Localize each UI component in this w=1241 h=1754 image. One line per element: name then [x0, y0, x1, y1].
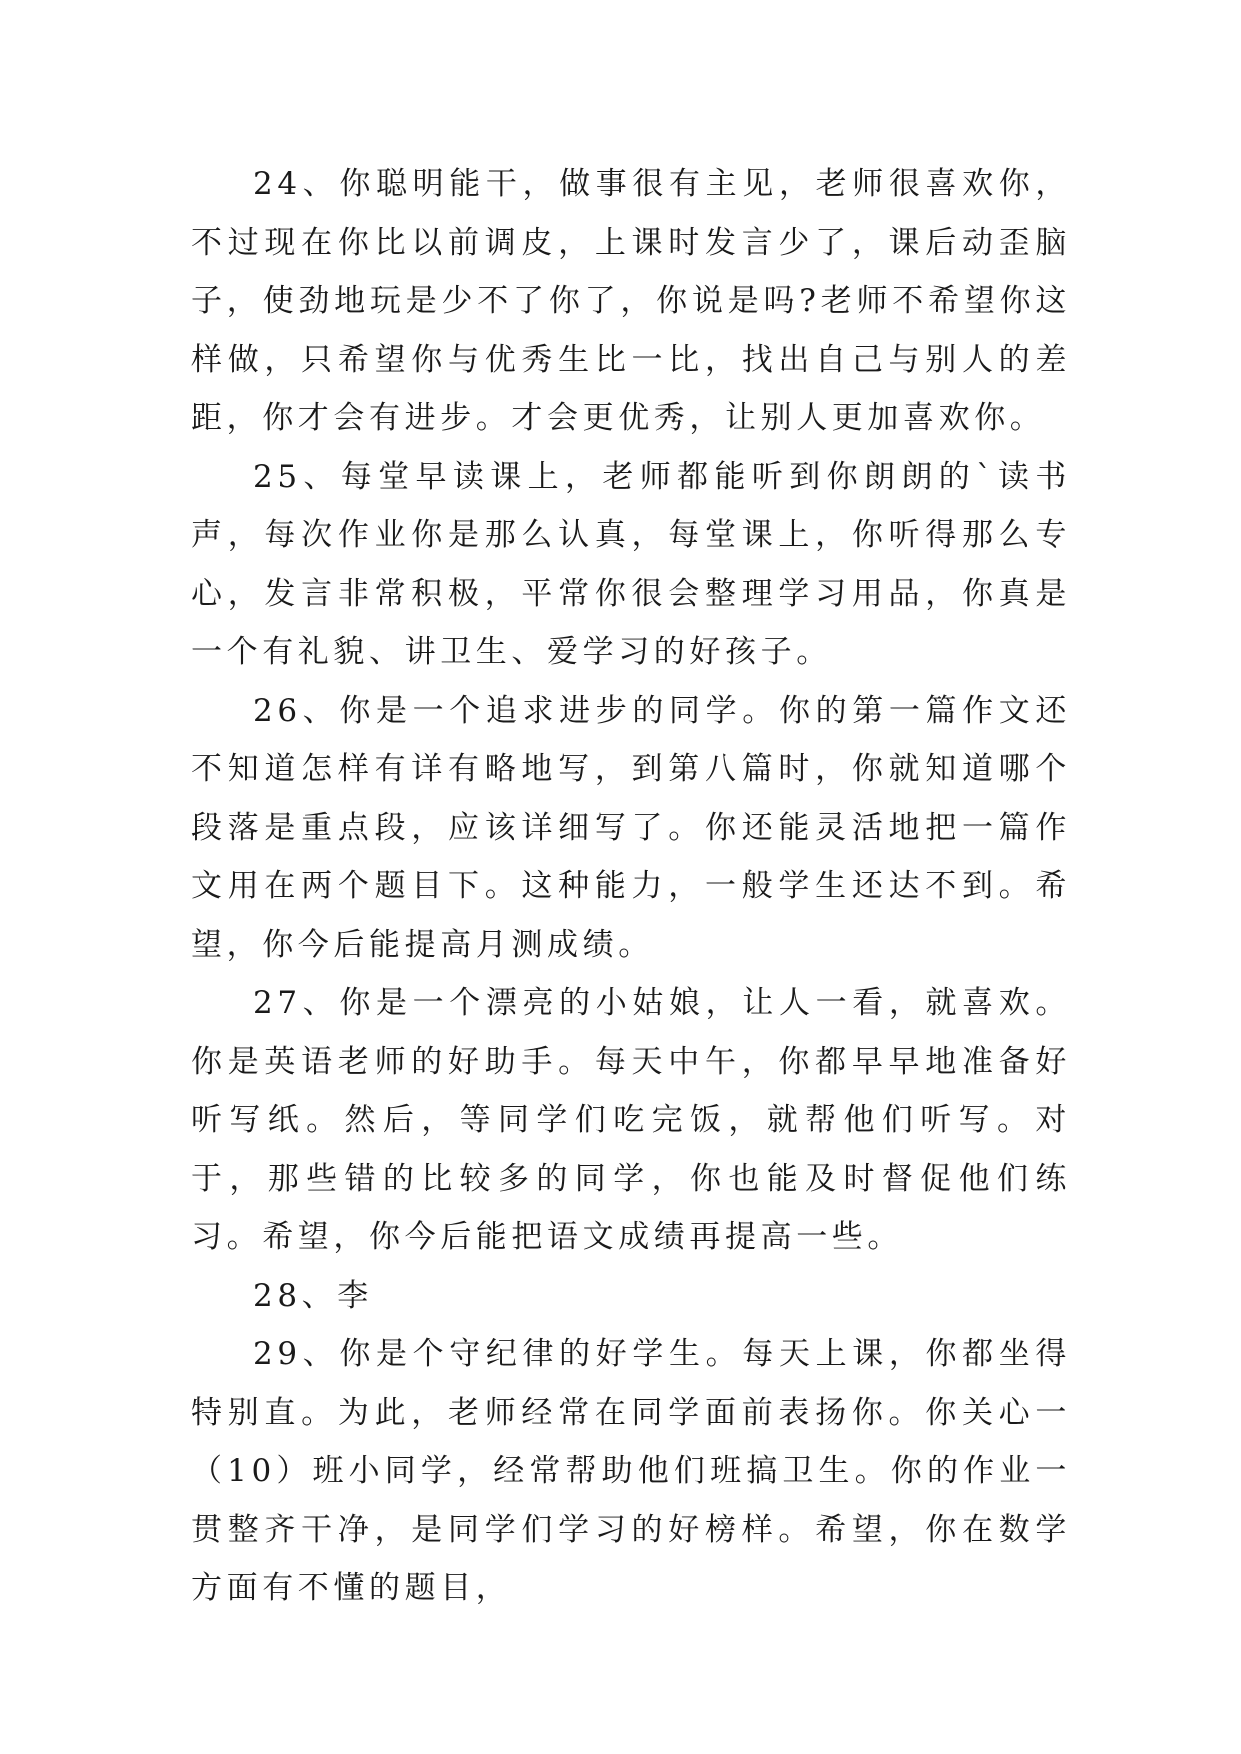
- paragraph-26: 26、你是一个追求进步的同学。你的第一篇作文还不知道怎样有详有略地写，到第八篇时，你就知道哪个段落是重点段，应该详细写了。你还能灵活地把一篇作文用在两个题目下。这种能力，一般学生还达不到。希望，你今后能提高月测成绩。: [191, 692, 1071, 963]
- paragraph-29: 29、你是个守纪律的好学生。每天上课，你都坐得特别直。为此，老师经常在同学面前表扬你。你关心一（10）班小同学，经常帮助他们班搞卫生。你的作业一贯整齐干净，是同学们学习的好榜样。希望，你在数学方面有不懂的题目，: [191, 1336, 1071, 1606]
- paragraph-24: 24、你聪明能干，做事很有主见，老师很喜欢你，不过现在你比以前调皮，上课时发言少了，课后动歪脑子，使劲地玩是少不了你了，你说是吗?老师不希望你这样做，只希望你与优秀生比一比，找出自己与别人的差距，你才会有进步。才会更优秀，让别人更加喜欢你。: [191, 166, 1071, 436]
- document-body: [191, 155, 1071, 1618]
- paragraph-28: 28、李: [253, 1277, 373, 1314]
- paragraph-25: 25、每堂早读课上，老师都能听到你朗朗的`读书声，每次作业你是那么认真，每堂课上，你听得那么专心，发言非常积极，平常你很会整理学习用品，你真是一个有礼貌、讲卫生、爱学习的好孩子。: [191, 458, 1071, 670]
- paragraph-27: 27、你是一个漂亮的小姑娘，让人一看，就喜欢。你是英语老师的好助手。每天中午，你都早早地准备好听写纸。然后，等同学们吃完饭，就帮他们听写。对于，那些错的比较多的同学，你也能及时督促他们练习。希望，你今后能把语文成绩再提高一些。: [191, 985, 1071, 1255]
